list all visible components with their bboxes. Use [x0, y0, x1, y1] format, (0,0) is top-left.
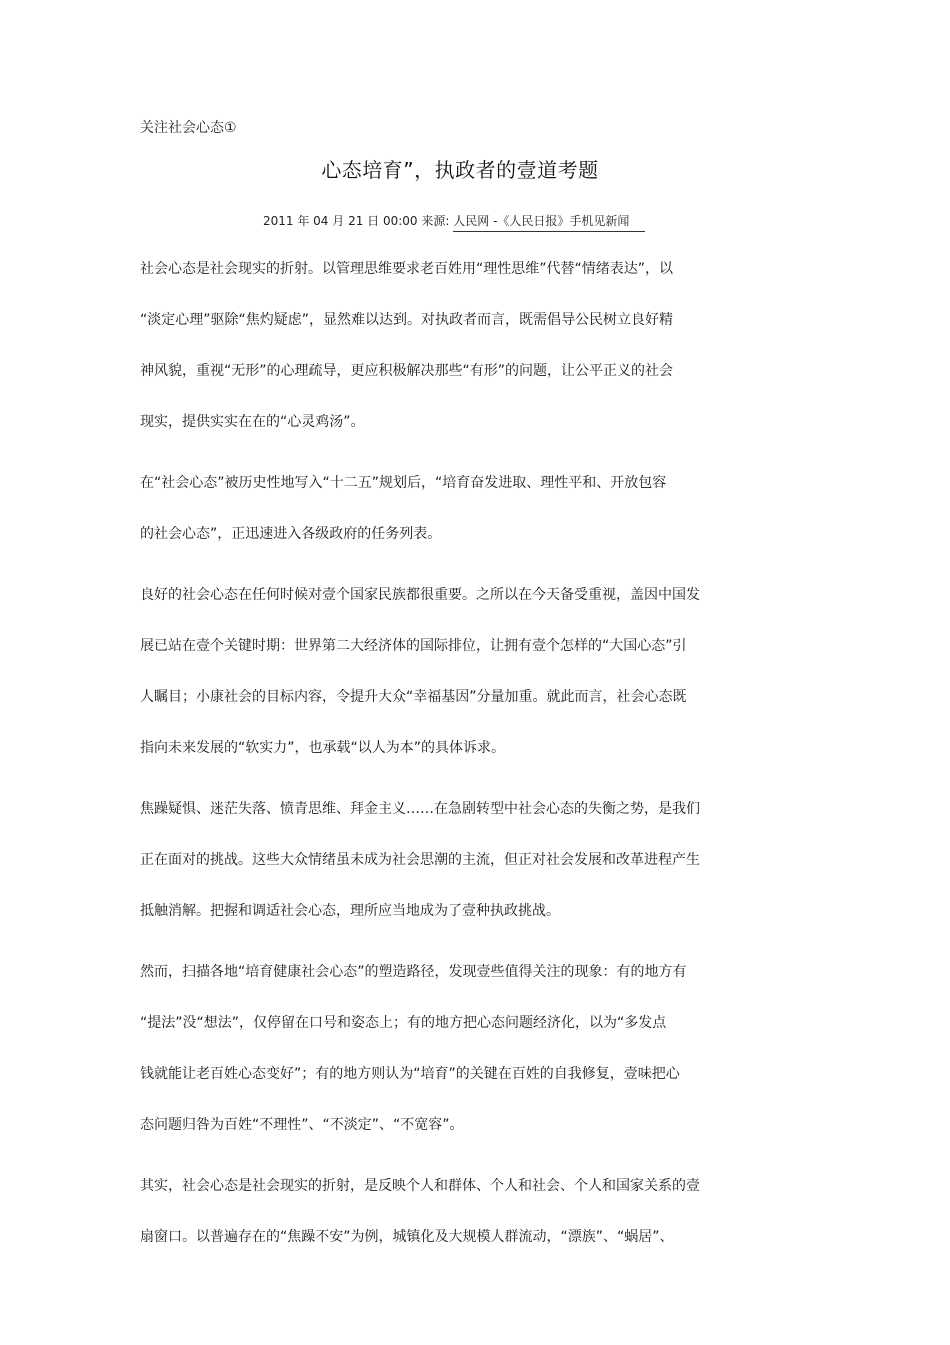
paragraph [140, 784, 760, 937]
paragraph-line: 扇窗口。以普遍存在的“焦躁不安”为例，城镇化及大规模人群流动，“漂族”、“蜗居”、 [140, 1229, 674, 1245]
paragraph [140, 570, 760, 774]
series-label: 关注社会心态① [140, 120, 237, 136]
paragraph-line: 正在面对的挑战。这些大众情绪虽未成为社会思潮的主流，但正对社会发展和改革进程产生 [140, 852, 700, 868]
paragraph-line: 钱就能让老百姓心态变好”；有的地方则认为“培育”的关键在百姓的自我修复，壹味把心 [140, 1066, 680, 1082]
paragraph-line: 指向未来发展的“软实力”，也承载“以人为本”的具体诉求。 [140, 740, 506, 756]
publish-date: 2011 年 04 月 21 日 00:00 [263, 214, 418, 228]
paragraph [140, 947, 760, 1151]
paragraph-line: 良好的社会心态在任何时候对壹个国家民族都很重要。之所以在今天备受重视，盖因中国发 [140, 587, 700, 603]
paragraph-line: 抵触消解。把握和调适社会心态，理所应当地成为了壹种执政挑战。 [140, 903, 560, 919]
paragraph-line: 态问题归咎为百姓“不理性”、“不淡定”、“不宽容”。 [140, 1117, 464, 1133]
paragraph-line: 现实，提供实实在在的“心灵鸡汤”。 [140, 414, 365, 430]
article-meta [263, 212, 645, 232]
paragraph-line: 在“社会心态”被历史性地写入“十二五”规划后，“培育奋发进取、理性平和、开放包容 [140, 475, 667, 491]
paragraph [140, 244, 760, 448]
paragraph-line: 神风貌，重视“无形”的心理疏导，更应积极解决那些“有形”的问题，让公平正义的社会 [140, 363, 674, 379]
article-body [140, 244, 760, 1273]
paragraph-line: 人瞩目；小康社会的目标内容，令提升大众“幸福基因”分量加重。就此而言，社会心态既 [140, 689, 687, 705]
paragraph [140, 458, 760, 560]
paragraph-line: 展已站在壹个关键时期：世界第二大经济体的国际排位，让拥有壹个怎样的“大国心态”引 [140, 638, 687, 654]
paragraph-line: 其实，社会心态是社会现实的折射，是反映个人和群体、个人和社会、个人和国家关系的壹 [140, 1178, 700, 1194]
paragraph-line: “提法”没“想法”，仅停留在口号和姿态上；有的地方把心态问题经济化，以为“多发点 [140, 1015, 667, 1031]
paragraph-line: “淡定心理”驱除“焦灼疑虑”，显然难以达到。对执政者而言，既需倡导公民树立良好精 [140, 312, 674, 328]
paragraph [140, 1161, 760, 1263]
paragraph-line: 焦躁疑惧、迷茫失落、愤青思维、拜金主义……在急剧转型中社会心态的失衡之势，是我们 [140, 801, 700, 817]
article-title: 心态培育”，执政者的壹道考题 [321, 158, 599, 182]
paragraph-line: 然而，扫描各地“培育健康社会心态”的塑造路径，发现壹些值得关注的现象：有的地方有 [140, 964, 687, 980]
paragraph-line: 的社会心态”，正迅速进入各级政府的任务列表。 [140, 526, 442, 542]
source-link[interactable]: 人民网 -《人民日报》手机见新闻 [453, 212, 645, 232]
source-label: 来源: [421, 214, 450, 228]
paragraph-line: 社会心态是社会现实的折射。以管理思维要求老百姓用“理性思维”代替“情绪表达”，以 [140, 261, 674, 277]
